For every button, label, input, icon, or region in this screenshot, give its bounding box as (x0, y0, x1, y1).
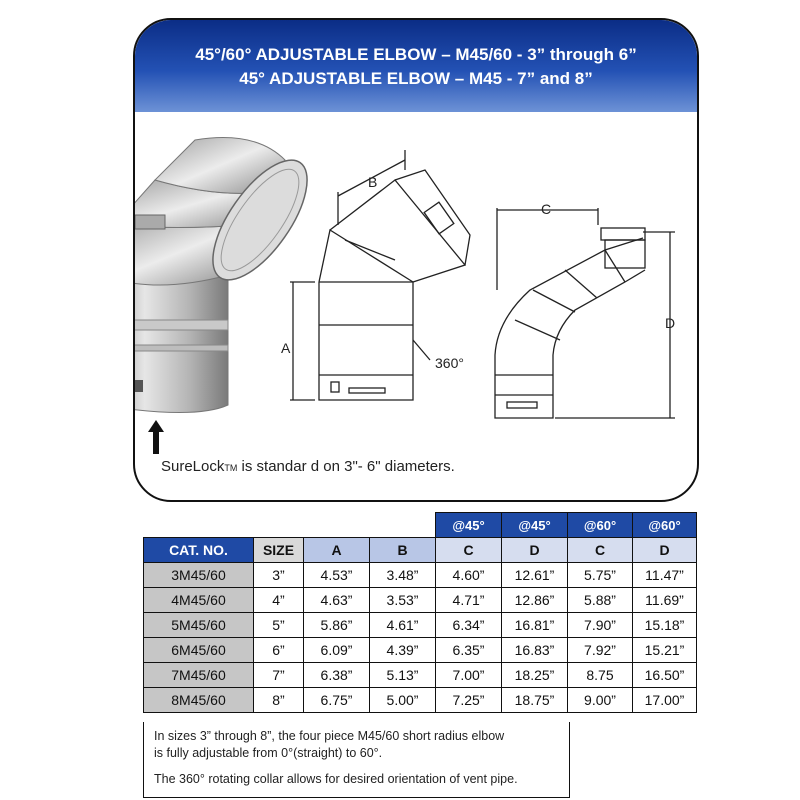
table-cell: 6.34” (436, 613, 502, 638)
table-cell: 4.39” (370, 638, 436, 663)
label-d: D (665, 315, 676, 331)
table-cell: 15.18” (633, 613, 697, 638)
table-cell: 3.53” (370, 588, 436, 613)
product-card (133, 18, 699, 502)
table-cell: 3” (254, 563, 304, 588)
table-cell: 4.71” (436, 588, 502, 613)
table-cell: 5.75” (568, 563, 633, 588)
table-cell: 18.25” (502, 663, 568, 688)
table-cell: 5.86” (304, 613, 370, 638)
table-row (144, 588, 697, 613)
angle-header: @60° (568, 513, 633, 538)
table-cell: 5.88” (568, 588, 633, 613)
table-cell: 6.09” (304, 638, 370, 663)
table-cell: 6” (254, 638, 304, 663)
catalog-number-cell: 7M45/60 (144, 663, 254, 688)
caption-after: is standar d on 3"- 6" diameters. (237, 458, 455, 475)
caption-trademark: TM (224, 463, 238, 473)
title-line-1: 45°/60° ADJUSTABLE ELBOW – M45/60 - 3” through 6” (195, 45, 637, 64)
label-360: 360° (435, 355, 464, 371)
table-cell: 7.00” (436, 663, 502, 688)
table-cell: 17.00” (633, 688, 697, 713)
table-cell: 3.48” (370, 563, 436, 588)
column-header-size: SIZE (254, 538, 304, 563)
table-cell: 6.75” (304, 688, 370, 713)
surelock-caption (161, 458, 455, 475)
table-cell: 16.50” (633, 663, 697, 688)
angle-header-row (144, 513, 697, 538)
table-cell: 7.90” (568, 613, 633, 638)
table-cell: 6.35” (436, 638, 502, 663)
angle-header: @45° (502, 513, 568, 538)
column-header-c45: C (436, 538, 502, 563)
angle-header: @60° (633, 513, 697, 538)
table-cell: 18.75” (502, 688, 568, 713)
table-cell: 4.60” (436, 563, 502, 588)
table-row (144, 688, 697, 713)
table-row (144, 563, 697, 588)
table-cell: 12.61” (502, 563, 568, 588)
catalog-number-cell: 8M45/60 (144, 688, 254, 713)
note-line-2: is fully adjustable from 0°(straight) to 60°. (154, 746, 383, 760)
table-cell: 5” (254, 613, 304, 638)
angle-header: @45° (436, 513, 502, 538)
table-cell: 4.63” (304, 588, 370, 613)
column-header-d60: D (633, 538, 697, 563)
catalog-number-cell: 4M45/60 (144, 588, 254, 613)
column-header-c60: C (568, 538, 633, 563)
column-header-cat: CAT. NO. (144, 538, 254, 563)
table-cell: 9.00” (568, 688, 633, 713)
table-cell: 4” (254, 588, 304, 613)
note-adjustable (154, 728, 569, 762)
table-cell: 6.38” (304, 663, 370, 688)
elbow-drawing-cd (495, 208, 675, 418)
dimensions-table (143, 512, 697, 713)
table-cell: 4.61” (370, 613, 436, 638)
table-cell: 16.83” (502, 638, 568, 663)
table-row (144, 613, 697, 638)
column-header-a: A (304, 538, 370, 563)
column-header-d45: D (502, 538, 568, 563)
table-cell: 8” (254, 688, 304, 713)
catalog-number-cell: 3M45/60 (144, 563, 254, 588)
table-cell: 11.47” (633, 563, 697, 588)
table-cell: 15.21” (633, 638, 697, 663)
notes-box (143, 722, 570, 798)
elbow-photo (135, 138, 325, 455)
table-cell: 7” (254, 663, 304, 688)
table-row (144, 638, 697, 663)
table-row (144, 663, 697, 688)
catalog-number-cell: 6M45/60 (144, 638, 254, 663)
table-cell: 11.69” (633, 588, 697, 613)
table-cell: 7.25” (436, 688, 502, 713)
label-a: A (281, 340, 291, 356)
note-line-1: In sizes 3” through 8”, the four piece M45/60 short radius elbow (154, 729, 505, 743)
table-cell: 16.81” (502, 613, 568, 638)
caption-before: SureLock (161, 458, 225, 475)
column-header-row (144, 538, 697, 563)
column-header-b: B (370, 538, 436, 563)
note-collar: The 360° rotating collar allows for desired orientation of vent pipe. (154, 772, 518, 786)
label-b: B (368, 174, 378, 190)
title-line-2: 45° ADJUSTABLE ELBOW – M45 - 7” and 8” (239, 69, 593, 88)
table-cell: 4.53” (304, 563, 370, 588)
table-cell: 8.75 (568, 663, 633, 688)
catalog-number-cell: 5M45/60 (144, 613, 254, 638)
table-cell: 7.92” (568, 638, 633, 663)
table-cell: 5.13” (370, 663, 436, 688)
elbow-illustrations (135, 20, 697, 500)
label-c: C (541, 201, 552, 217)
table-cell: 5.00” (370, 688, 436, 713)
table-cell: 12.86” (502, 588, 568, 613)
